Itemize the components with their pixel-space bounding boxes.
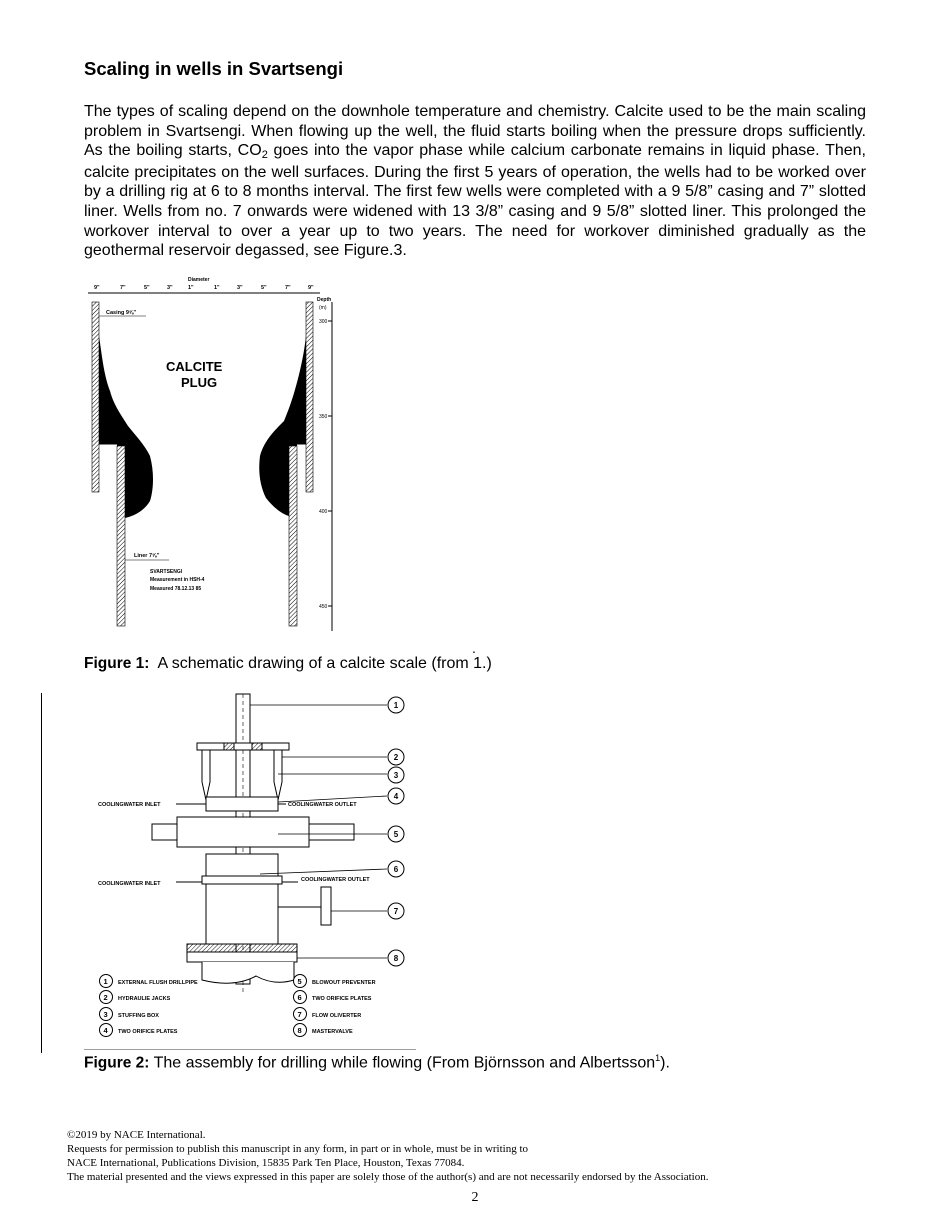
coolingwater-inlet-label: COOLINGWATER INLET [98,881,161,887]
figure2-caption [84,1053,670,1072]
footer-line: Requests for permission to publish this manuscript in any form, in part or in whole, must be in writing to [67,1143,529,1155]
copyright-footer [67,1128,708,1184]
body-paragraph [84,102,866,261]
hydraulic-jack-left [202,750,210,800]
callout-3: 3 [393,771,399,780]
legend-text: HYDRAULIE JACKS [118,996,171,1002]
diameter-tick: 5" [261,285,267,291]
coolingwater-inlet-label: COOLINGWATER INLET [98,802,161,808]
figure1-caption-text: A schematic drawing of a calcite scale (from 1.) [149,655,492,672]
callout-7: 7 [393,907,399,916]
legend-num: 8 [297,1026,302,1035]
legend-num: 2 [103,993,108,1002]
right-liner-wall [289,446,297,626]
diameter-tick: 3" [167,285,173,291]
figure2-underline [84,1049,416,1050]
depth-tick: 400 [319,509,328,515]
master-valve-flange [187,944,297,952]
right-casing-wall [306,302,313,492]
meta-line2: Measurement in HSH-4 [150,577,205,583]
figure2-caption-label: Figure 2: [84,1054,150,1072]
paragraph-part-1: The types of scaling depend on the downhole temperature and chemistry. Calcite used to be the main scaling problem in Svartsengi. When flowing up the well, the fluid starts boiling when the pressure drops sufficiently. As the boiling starts, CO [84,103,866,160]
diameter-tick: 9" [308,285,314,291]
calcite-plug-line1: CALCITE [166,359,223,374]
callout-1: 1 [393,701,399,710]
footer-line: NACE International, Publications Division, 15835 Park Ten Place, Houston, Texas 77084. [67,1157,465,1169]
legend-text: MASTERVALVE [312,1029,353,1035]
diameter-tick: 7" [285,285,291,291]
top-plate [197,743,289,750]
legend-num: 3 [103,1010,108,1019]
coolingwater-outlet-label: COOLINGWATER OUTLET [288,802,357,808]
legend-text: STUFFING BOX [118,1013,159,1019]
left-casing-wall [92,302,99,492]
orifice-housing [206,854,278,944]
figure1-caption [84,655,492,673]
depth-label: Depth [317,297,332,303]
figure2-caption-end: ). [660,1054,670,1072]
legend-num: 7 [297,1010,302,1019]
coolingwater-outlet-label: COOLINGWATER OUTLET [301,877,370,883]
calcite-plug-line2: PLUG [181,375,218,390]
casing-label: Casing 9⅝" [106,310,137,316]
callout-6: 6 [393,865,399,874]
depth-tick: 300 [319,319,328,325]
callout-2: 2 [393,753,399,762]
legend-text: TWO ORIFICE PLATES [312,996,372,1002]
depth-unit: (m) [319,305,327,311]
legend-num: 4 [103,1026,108,1035]
footer-line: ©2019 by NACE International. [67,1129,206,1141]
liner-label: Liner 7⅝" [134,553,160,559]
stuffing-box [206,797,278,811]
legend-num: 5 [297,977,302,986]
calcite-plug-figure [84,276,340,638]
callout-4: 4 [393,792,399,801]
meta-line1: SVARTSENGI [150,569,183,575]
right-calcite-deposit [259,336,306,516]
page-number: 2 [471,1190,479,1205]
callout-5: 5 [393,830,399,839]
depth-tick: 450 [319,604,328,610]
flow-diverter [321,887,331,925]
legend-num: 1 [103,977,108,986]
diameter-label: Diameter [188,277,210,283]
diameter-tick: 1" [214,285,220,291]
legend-num: 6 [297,993,302,1002]
left-calcite-deposit [99,336,153,518]
diameter-tick: 7" [120,285,126,291]
figure2-caption-text: The assembly for drilling while flowing (From Björnsson and Albertsson [149,1054,656,1072]
paragraph-part-2: goes into the vapor phase while calcium carbonate remains in liquid phase. Then, calcite precipitates on the well surfaces. During the first 5 years of operation, the wells had to be worked over by a drilling rig at 6 to 8 months interval. The first few wells were completed with a 9 5/8” casing and 7” slotted liner. Wells from no. 7 onwards were widened with 13 3/8” casing and 9 5/8” slotted liner. This prolonged the workover interval to over a year up to two years. The need for workover diminished gradually as the geothermal reservoir degassed, see Figure.3. [84,142,866,260]
co2-subscript: 2 [261,149,268,162]
stray-dot: . [472,640,476,656]
meta-line3: Measured 78.12.13 85 [150,586,202,592]
diameter-tick: 9" [94,285,100,291]
diameter-tick: 3" [237,285,243,291]
diameter-tick: 1" [188,285,194,291]
legend-text: BLOWOUT PREVENTER [312,980,376,986]
left-liner-wall [117,446,125,626]
legend-text: FLOW OLIVERTER [312,1013,362,1019]
figure2-caption-sup: 1 [655,1053,661,1063]
hydraulic-jack-right [274,750,282,800]
diameter-tick: 5" [144,285,150,291]
footer-line: The material presented and the views expressed in this paper are solely those of the author(s) and are not necessarily endorsed by the Association. [67,1171,709,1183]
depth-tick: 350 [319,414,328,420]
drilling-assembly-figure [84,692,418,1050]
callout-8: 8 [393,954,399,963]
legend-text: TWO ORIFICE PLATES [118,1029,178,1035]
blowout-preventer [177,817,309,847]
figure1-caption-label: Figure 1: [84,655,150,672]
legend-text: EXTERNAL FLUSH DRILLPIPE [118,980,198,986]
section-title: Scaling in wells in Svartsengi [84,58,344,79]
left-margin-rule [41,693,42,1053]
